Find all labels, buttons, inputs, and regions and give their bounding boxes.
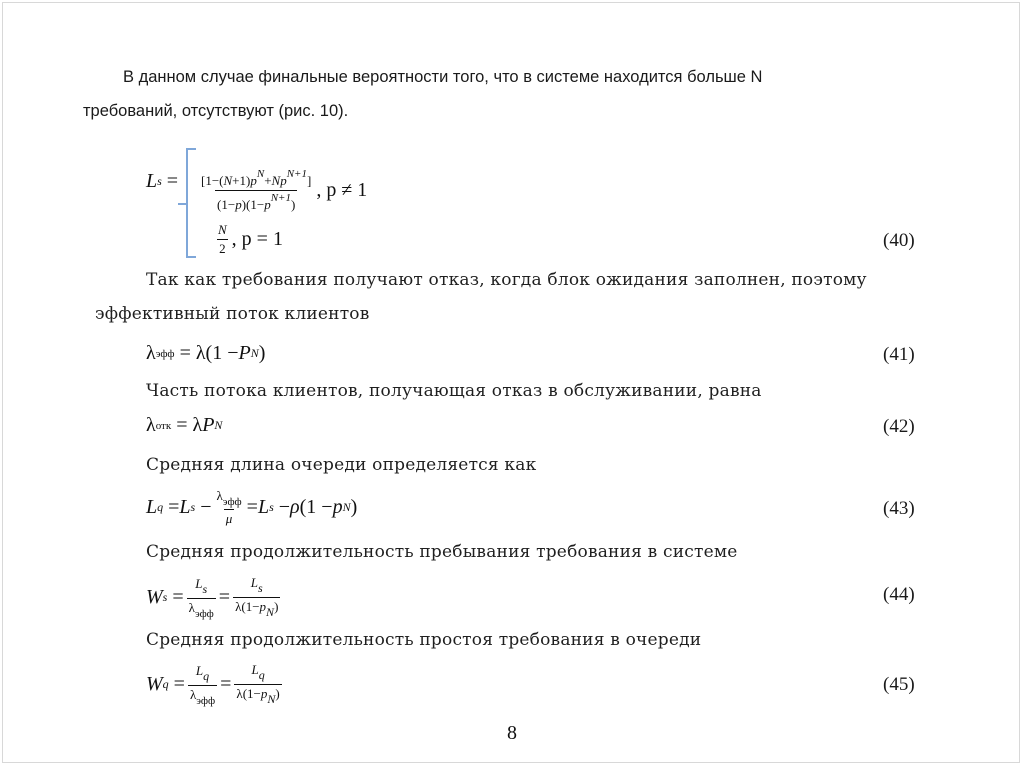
equation-45-fraction-1: $\frac{Lq}{\lambda_{эфф}}$ — [189, 662, 216, 707]
equation-45-fraction-2: $\frac{Lq}{\lambda(1-pN)}$ — [236, 662, 280, 706]
intro-line-2: требований, отсутствуют (рис. 10). — [83, 102, 349, 120]
equation-40-number: (40) — [883, 230, 915, 251]
paragraph-4: Средняя продолжительность пребывания требования в системе — [146, 542, 738, 562]
equation-45-number: (45) — [883, 674, 915, 695]
page-number: 8 — [507, 722, 517, 744]
equation-40-half-fraction: $\frac{N}{2}$ — [218, 222, 227, 256]
paragraph-2: Часть потока клиентов, получающая отказ в обслуживании, равна — [146, 381, 762, 401]
paragraph-3: Средняя длина очереди определяется как — [146, 455, 537, 475]
equation-brace — [186, 148, 196, 258]
equation-44-fraction-1: $\frac{Ls}{\lambda_{эфф}}$ — [188, 575, 214, 620]
equation-43-number: (43) — [883, 498, 915, 519]
equation-brace-tick — [178, 203, 187, 205]
equation-40-case-1 — [196, 168, 367, 213]
equation-42: λ отк = λ P N — [146, 414, 223, 436]
equation-40-condition-1: , p ≠ 1 — [316, 179, 368, 201]
equation-40-lhs: L s = — [146, 170, 179, 192]
equation-44: W s = $\frac{Ls}{\lambda_{эфф}}$ = $\frac{Ls}{\lambda(1-pN)}$ — [146, 575, 279, 620]
intro-line-1: В данном случае финальные вероятности того, что в системе находится больше N — [123, 68, 763, 86]
equation-44-fraction-2: $\frac{Ls}{\lambda(1-pN)}$ — [235, 575, 279, 619]
paragraph-1-line-1: Так как требования получают отказ, когда блок ожидания заполнен, поэтому — [146, 270, 867, 290]
paragraph-1-line-2: эффективный поток клиентов — [95, 304, 370, 324]
equation-43: L q = L s − $\frac{\lambda_{эфф}}{\mu}$ = L s − ρ (1 − p N ) — [146, 488, 358, 526]
equation-42-number: (42) — [883, 416, 915, 437]
paragraph-5: Средняя продолжительность простоя требования в очереди — [146, 630, 702, 650]
equation-40-condition-2: , p = 1 — [231, 228, 283, 250]
equation-41-number: (41) — [883, 344, 915, 365]
equation-43-fraction: $\frac{\lambda_{эфф}}{\mu}$ — [216, 488, 242, 526]
equation-44-number: (44) — [883, 584, 915, 605]
equation-40-case-2 — [213, 222, 283, 257]
equation-40-fraction: $\frac{[1-(N+1)p^N+Np^{N+1}]}{(1-p)(1-p^{N+1})}$ — [201, 168, 312, 212]
equation-41: λ эфф = λ(1 − P N ) — [146, 342, 266, 364]
equation-45: W q = $\frac{Lq}{\lambda_{эфф}}$ = $\frac{Lq}{\lambda(1-pN)}$ — [146, 662, 280, 707]
